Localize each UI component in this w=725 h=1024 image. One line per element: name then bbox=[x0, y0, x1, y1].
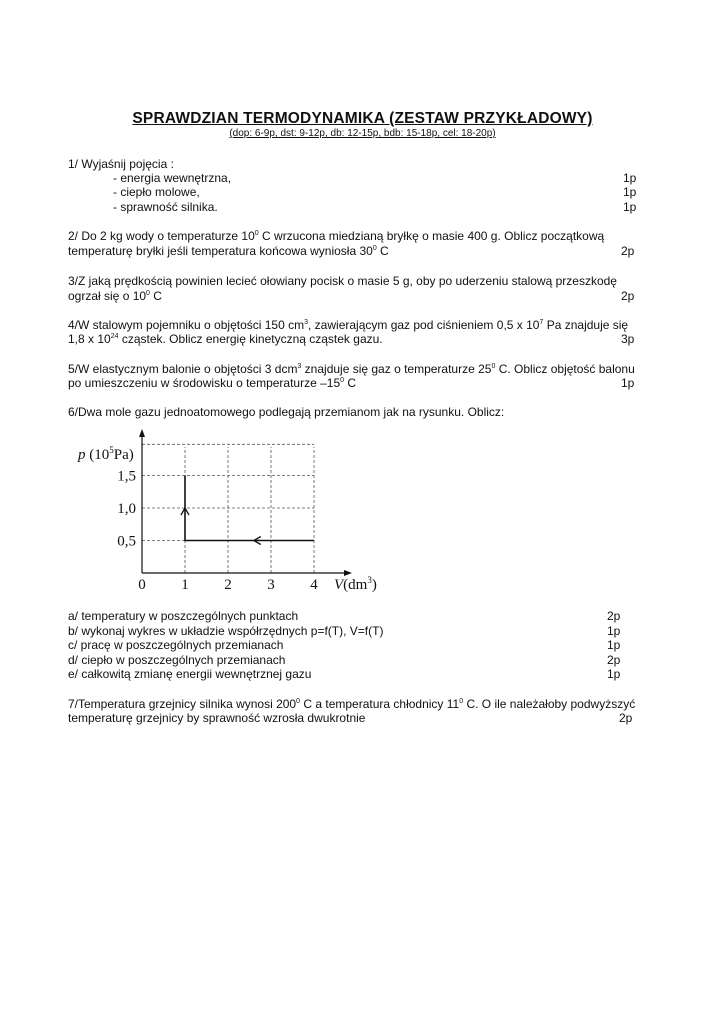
q1-item-1-points: 1p bbox=[623, 171, 637, 185]
q3-line-2: ogrzał się o $10^0$ C bbox=[68, 289, 162, 303]
q6-item-a: a/ temperatury w poszczególnych punktach bbox=[68, 609, 299, 623]
q7-line-2: temperaturę grzejnicy by sprawność wzrosła dwukrotnie bbox=[68, 711, 366, 725]
q4-line-2: 1,8 x $10^{24}$ cząstek. Oblicz energię kinetyczną cząstek gazu. bbox=[68, 332, 383, 346]
q6-item-b-points: 1p bbox=[607, 624, 621, 638]
q1-item-3-points: 1p bbox=[623, 200, 637, 214]
y-axis-label: p $(10^5Pa)$ bbox=[78, 445, 134, 463]
q1-item-2: - ciepło molowe, bbox=[113, 185, 200, 199]
q2-points: 2p bbox=[621, 244, 635, 258]
q1-item-3: - sprawność silnika. bbox=[113, 200, 218, 214]
x-axis-arrow bbox=[344, 570, 352, 576]
q7-points: 2p bbox=[619, 711, 633, 725]
grading-scale: (dop: 6-9p, dst: 9-12p, db: 12-15p, bdb: 15-18p, cel: 18-20p) bbox=[229, 128, 496, 139]
x-tick-label: 3 bbox=[267, 577, 275, 593]
y-tick-label: 1,5 bbox=[117, 468, 136, 485]
q5-line-1: 5/W elastycznym balonie o objętości 3 dcm$^3$ znajduje się gaz o temperaturze $25^0$ C. Oblicz objętość balonu bbox=[68, 362, 635, 376]
q2-line-2: temperaturę bryłki jeśli temperatura końcowa wyniosła $30^0$ C bbox=[68, 244, 389, 258]
q3-points: 2p bbox=[621, 289, 635, 303]
x-tick-label: 4 bbox=[310, 577, 318, 593]
pv-diagram bbox=[60, 425, 380, 605]
q6-item-d: d/ ciepło w poszczególnych przemianach bbox=[68, 653, 286, 667]
y-tick-label: 1,0 bbox=[117, 501, 136, 517]
q2-line-1: 2/ Do 2 kg wody o temperaturze $10^0$ C wrzucona miedzianą bryłkę o masie 400 g. Oblicz początkową bbox=[68, 229, 605, 243]
q6-item-e-points: 1p bbox=[607, 667, 621, 681]
x-axis-label: $V(dm^3)$ bbox=[334, 575, 377, 593]
q5-points: 1p bbox=[621, 376, 635, 390]
q7-line-1: 7/Temperatura grzejnicy silnika wynosi $200^0$ C a temperatura chłodnicy $11^0$ C. O ile należałoby podwyższyć bbox=[68, 697, 636, 711]
q6-item-c-points: 1p bbox=[607, 638, 621, 652]
y-tick-label: 0,5 bbox=[117, 533, 136, 550]
q4-line-1: 4/W stalowym pojemniku o objętości 150 $cm^3$, zawierającym gaz pod ciśnieniem 0,5 x $10^7$ Pa znajduje się bbox=[68, 318, 629, 332]
q5-line-2: po umieszczeniu w środowisku o temperaturze $-15^0$ C bbox=[68, 376, 357, 390]
x-tick-label: 1 bbox=[181, 577, 189, 593]
q3-line-1: 3/Z jaką prędkością powinien lecieć ołowiany pocisk o masie 5 g, oby po uderzeniu stalową przeszkodę bbox=[68, 274, 617, 288]
q6-item-b: b/ wykonaj wykres w układzie współrzędnych p=f(T), V=f(T) bbox=[68, 624, 384, 638]
q6-item-d-points: 2p bbox=[607, 653, 621, 667]
q1-intro: 1/ Wyjaśnij pojęcia : bbox=[68, 157, 174, 171]
y-axis-arrow bbox=[139, 429, 145, 437]
q6-intro: 6/Dwa mole gazu jednoatomowego podlegają przemianom jak na rysunku. Oblicz: bbox=[68, 405, 505, 419]
page-title: SPRAWDZIAN TERMODYNAMIKA (ZESTAW PRZYKŁADOWY) bbox=[132, 110, 593, 127]
q4-points: 3p bbox=[621, 332, 635, 346]
q1-item-1: - energia wewnętrzna, bbox=[113, 171, 232, 185]
q6-item-e: e/ całkowitą zmianę energii wewnętrznej gazu bbox=[68, 667, 312, 681]
q6-item-c: c/ pracę w poszczególnych przemianach bbox=[68, 638, 284, 652]
x-tick-label: 0 bbox=[138, 577, 146, 593]
q1-item-2-points: 1p bbox=[623, 185, 637, 199]
x-tick-label: 2 bbox=[224, 577, 232, 593]
q6-item-a-points: 2p bbox=[607, 609, 621, 623]
